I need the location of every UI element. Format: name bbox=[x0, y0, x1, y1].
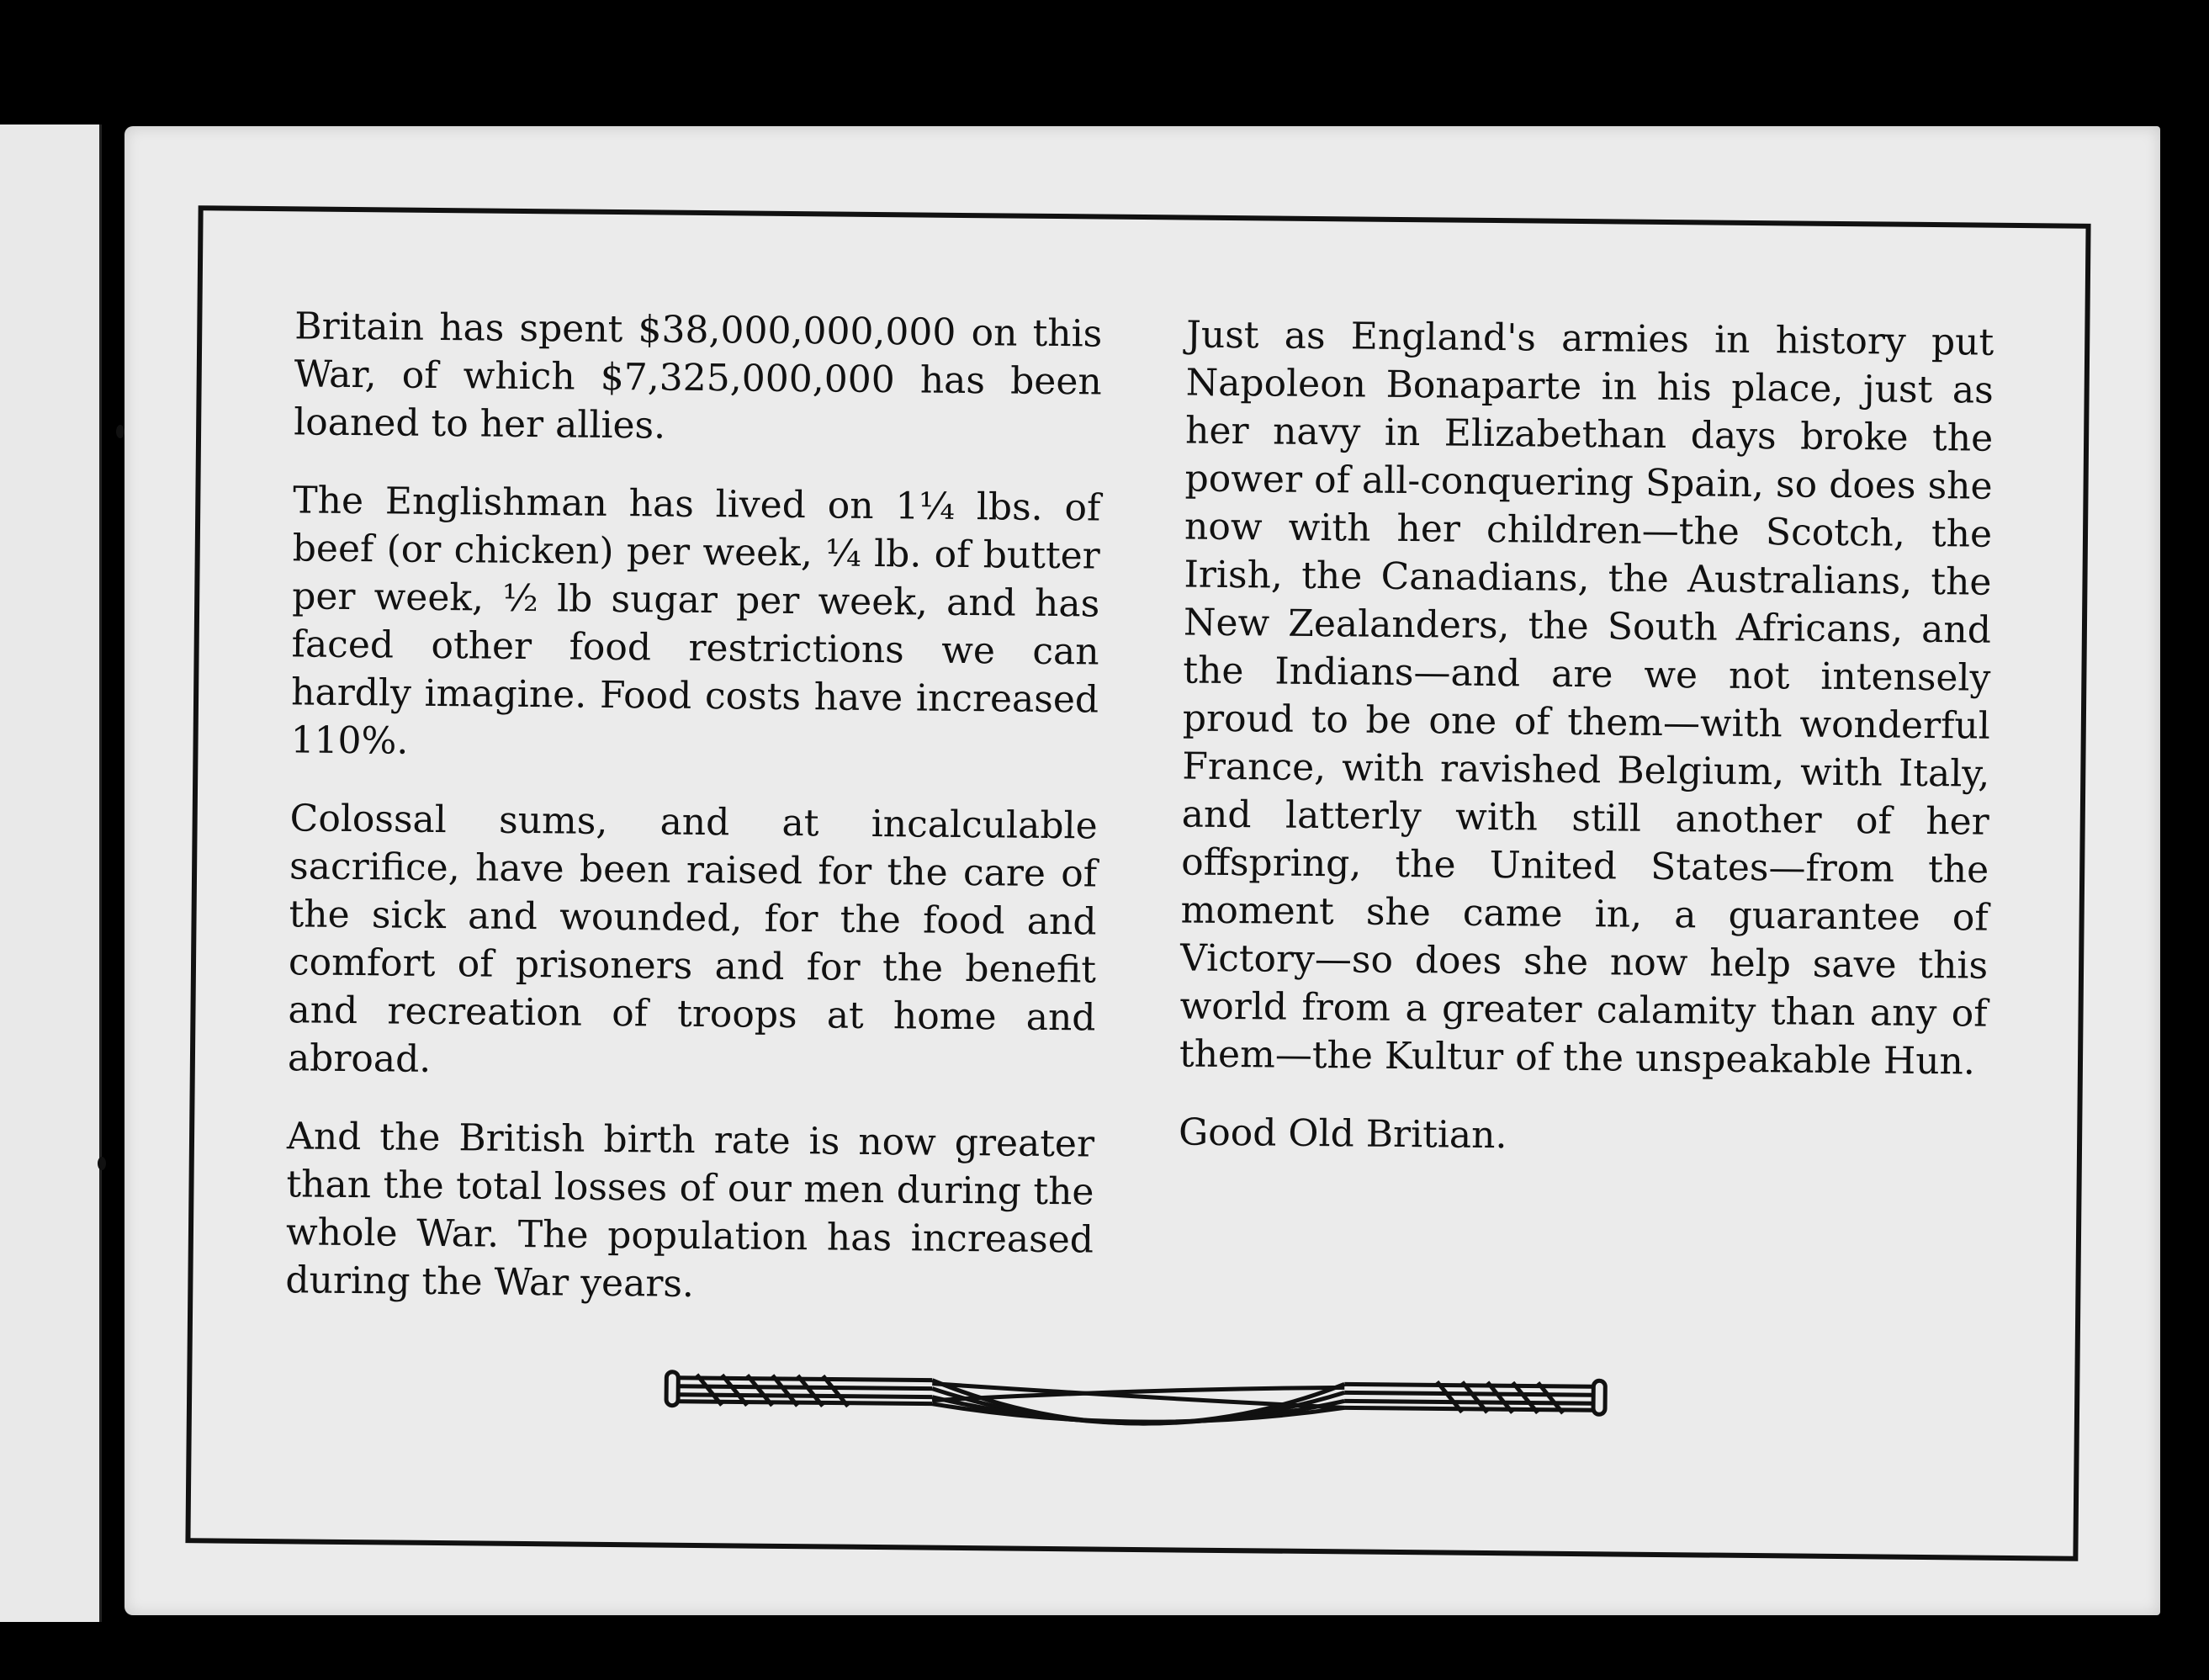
right-paragraph-2: Good Old Britian. bbox=[1178, 1110, 1507, 1158]
bordered-frame bbox=[185, 205, 2090, 1561]
rope-ornament-icon bbox=[663, 1334, 1614, 1453]
left-paragraph-3: Colossal sums, and at incalculable sacrifice, have been raised for the care of the sick and wounded, for the food and comfort of prisoners and for the benefit and recreation of troops at home and abroad. bbox=[287, 797, 1098, 1081]
left-column bbox=[285, 302, 1103, 1342]
left-paragraph-2: The Englishman has lived on 1¼ lbs. of beef (or chicken) per week, ¼ lb. of butter per week, ½ lb sugar per week, and has faced other food restrictions we can hardly imagine. Food costs have increased 110%. bbox=[290, 479, 1101, 763]
left-page-edge bbox=[0, 125, 102, 1622]
binding-mark-bottom bbox=[98, 1157, 106, 1170]
left-paragraph-4: And the British birth rate is now greater than the total losses of our men during the whole War. The population has increased during the War years. bbox=[285, 1115, 1095, 1306]
binding-mark-top bbox=[116, 425, 124, 438]
right-column bbox=[1179, 311, 1994, 1195]
left-paragraph-1: Britain has spent $38,000,000,000 on this War, of which $7,325,000,000 has been loaned to her allies. bbox=[293, 305, 1103, 448]
right-paragraph-1: Just as England's armies in history put Napoleon Bonaparte in his place, just as her navy in Elizabethan days broke the power of all-conquering Spain, so does she now with her children—the Scotch, the Irish, the Canadians, the Australians, the New Zealanders, the South Africans, and the Indians—and are we not intensely proud to be one of them—with wonderful France, with ravished Belgium, with Italy, and latterly with still another of her offspring, the United States—from the moment she came in, a guarantee of Victory—so does she now help save this world from a greater calamity than any of them—the Kultur of the unspeakable Hun. bbox=[1179, 313, 1994, 1084]
